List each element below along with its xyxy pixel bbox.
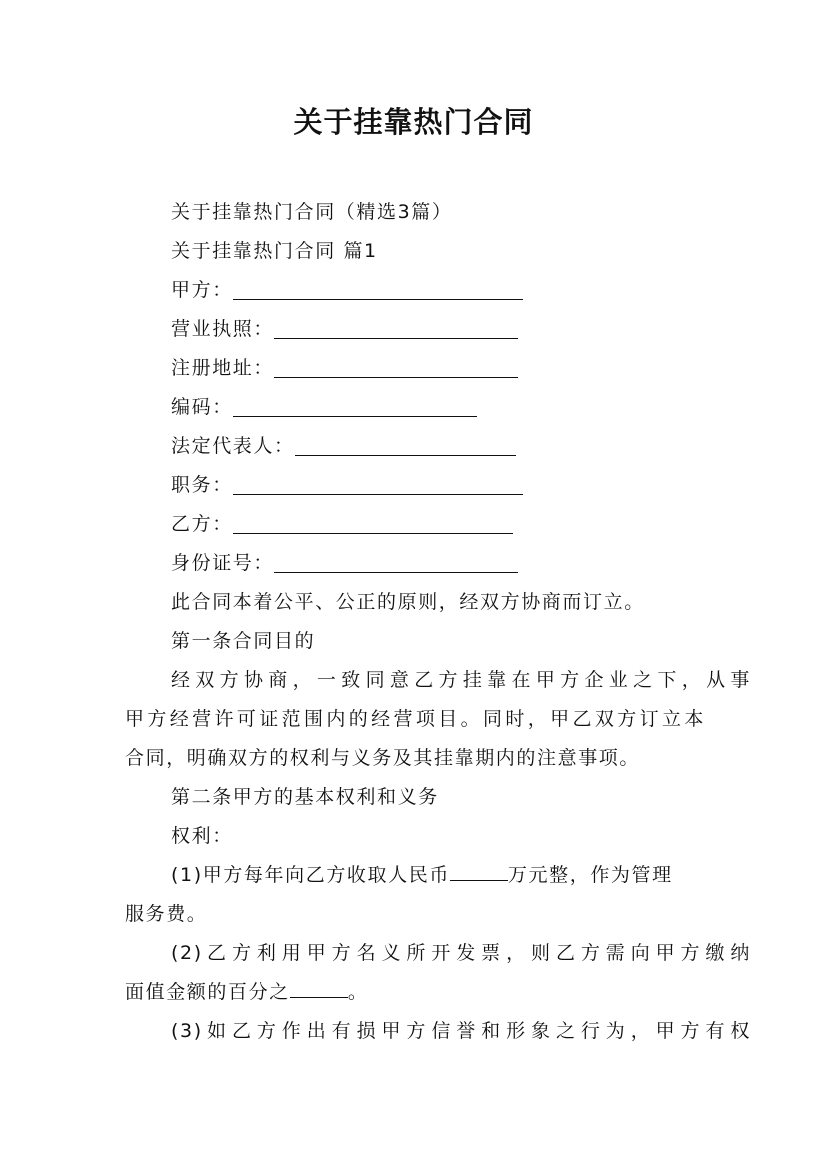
item1-text: 万元整，作为管理: [507, 864, 673, 886]
rights-label: 权利：: [171, 825, 233, 847]
intro-paragraph: 此合同本着公平、公正的原则，经双方协商而订立。: [171, 591, 645, 613]
field-legal-representative: [171, 432, 516, 460]
blank-line: [290, 979, 348, 998]
item2-text: 面值金额的百分之: [125, 981, 290, 1003]
field-party-a: [171, 276, 523, 304]
item3-line: (3)如乙方作出有损甲方信誉和形象之行为，甲方有权: [171, 1020, 751, 1042]
article1-line: 经双方协商，一致同意乙方挂靠在甲方企业之下，从事: [171, 669, 751, 691]
item1-text: (1)甲方每年向乙方收取人民币: [171, 864, 450, 886]
article2-heading: 第二条甲方的基本权利和义务: [171, 786, 439, 808]
item2-line: (2)乙方利用甲方名义所开发票，则乙方需向甲方缴纳: [171, 942, 751, 964]
blank-line: [233, 396, 477, 417]
article1-line: 合同，明确双方的权利与义务及其挂靠期内的注意事项。: [125, 747, 641, 769]
item1-line: [125, 861, 751, 889]
blank-line: [274, 318, 518, 339]
blank-line: [233, 474, 523, 495]
field-position: [171, 471, 523, 499]
blank-line: [274, 552, 518, 573]
field-code: [171, 393, 477, 421]
field-label: 法定代表人：: [171, 435, 295, 457]
field-label: 职务：: [171, 474, 233, 496]
document-title: 关于挂靠热门合同: [293, 105, 534, 139]
field-party-b: [171, 510, 513, 538]
item2-line2: [125, 978, 705, 1006]
field-registered-address: [171, 354, 518, 382]
field-label: 编码：: [171, 396, 233, 418]
blank-line: [450, 862, 508, 881]
item2-text: 。: [347, 981, 369, 1003]
field-business-license: [171, 315, 518, 343]
field-label: 甲方：: [171, 279, 233, 301]
item1-line2: 服务费。: [125, 903, 208, 925]
blank-line: [295, 435, 516, 456]
blank-line: [274, 357, 518, 378]
article1-heading: 第一条合同目的: [171, 630, 316, 652]
article1-line: 甲方经营许可证范围内的经营项目。同时，甲乙双方订立本: [125, 708, 705, 730]
section-heading: 关于挂靠热门合同 篇1: [171, 240, 378, 262]
blank-line: [233, 279, 523, 300]
field-label: 身份证号：: [171, 552, 275, 574]
field-label: 乙方：: [171, 513, 233, 535]
field-label: 注册地址：: [171, 357, 275, 379]
document-subtitle: 关于挂靠热门合同（精选3篇）: [171, 201, 453, 223]
field-id-number: [171, 549, 518, 577]
field-label: 营业执照：: [171, 318, 275, 340]
blank-line: [233, 513, 513, 534]
